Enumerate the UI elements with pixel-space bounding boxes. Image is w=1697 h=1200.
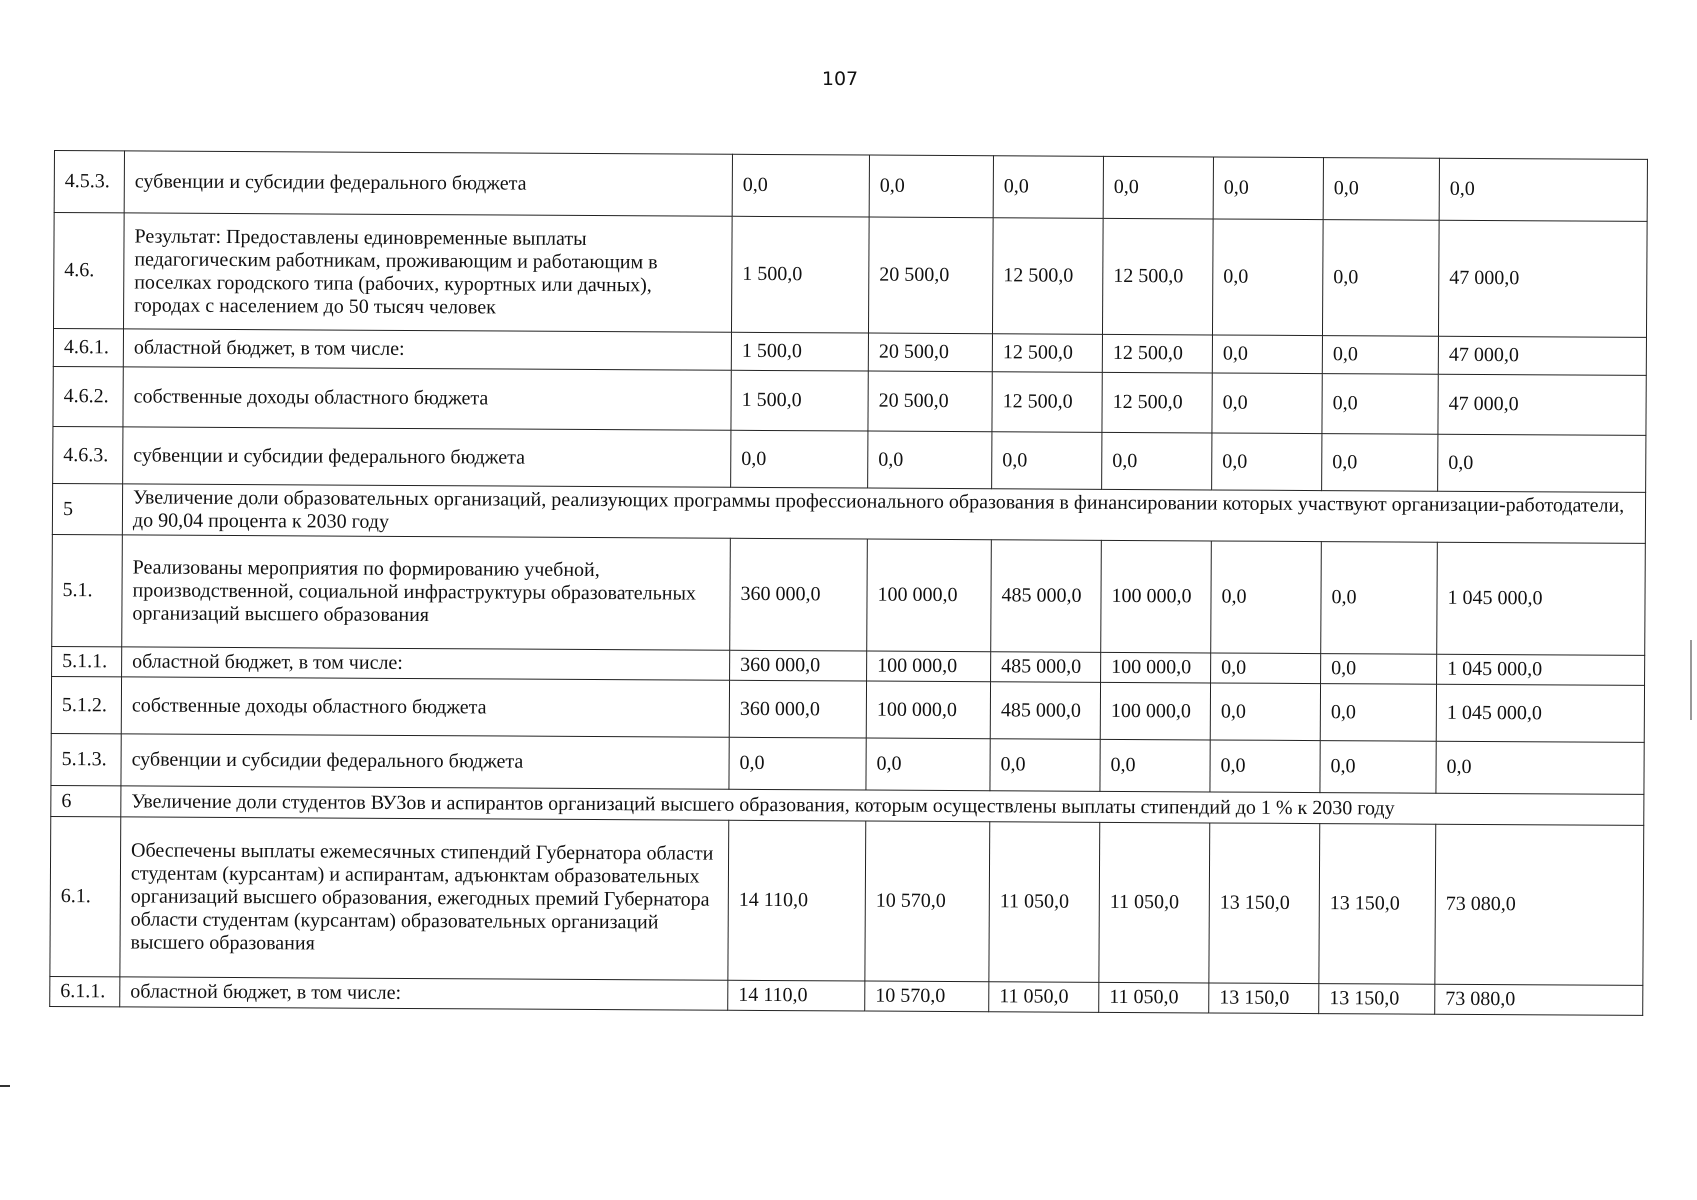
- amount-cell: 14 110,0: [728, 980, 865, 1011]
- amount-cell: 0,0: [1320, 741, 1436, 794]
- amount-cell: 360 000,0: [730, 650, 867, 681]
- table-row: [53, 366, 1646, 435]
- amount-cell: 11 050,0: [989, 982, 1099, 1013]
- amount-cell: 0,0: [1321, 542, 1438, 655]
- amount-cell: 1 045 000,0: [1437, 654, 1645, 685]
- amount-cell: 12 500,0: [992, 334, 1102, 373]
- row-description: областной бюджет, в том числе:: [123, 329, 731, 370]
- amount-cell: 11 050,0: [1099, 982, 1209, 1013]
- row-code: 4.6.3.: [53, 426, 123, 483]
- goal-row: [52, 483, 1645, 543]
- amount-cell: 100 000,0: [867, 651, 991, 682]
- amount-cell: 100 000,0: [1100, 682, 1210, 740]
- amount-cell: 10 570,0: [865, 821, 990, 982]
- row-code: 4.6.2.: [53, 366, 123, 426]
- amount-cell: 1 500,0: [731, 332, 868, 371]
- amount-cell: 100 000,0: [1101, 652, 1211, 683]
- row-description: областной бюджет, в том числе:: [122, 647, 730, 680]
- amount-cell: 0,0: [731, 430, 868, 488]
- amount-cell: 1 045 000,0: [1436, 684, 1644, 742]
- amount-cell: 14 110,0: [728, 820, 866, 981]
- amount-cell: 0,0: [1212, 433, 1322, 491]
- amount-cell: 12 500,0: [992, 218, 1103, 335]
- table-row: [54, 151, 1647, 222]
- row-code: 5: [52, 483, 122, 534]
- amount-cell: 0,0: [1212, 219, 1323, 336]
- row-code: 4.6.1.: [53, 329, 123, 367]
- amount-cell: 0,0: [1210, 683, 1320, 741]
- row-code: 5.1.3.: [51, 733, 121, 785]
- table-row: [50, 816, 1644, 985]
- amount-cell: 20 500,0: [868, 371, 992, 432]
- budget-table: [49, 150, 1648, 1016]
- amount-cell: 0,0: [992, 432, 1102, 490]
- amount-cell: 485 000,0: [991, 540, 1102, 653]
- table-row: [54, 213, 1648, 338]
- page-number: 107: [821, 68, 859, 90]
- amount-cell: 0,0: [1322, 220, 1439, 337]
- amount-cell: 13 150,0: [1319, 984, 1435, 1015]
- goal-description: Увеличение доли образовательных организаций, реализующих программы профессионального образования в финансировании которых участвуют организации-работодатели, до 90,04 процента к 2030 году: [122, 484, 1645, 544]
- amount-cell: 0,0: [1100, 739, 1210, 792]
- amount-cell: 485 000,0: [990, 682, 1100, 740]
- row-description: областной бюджет, в том числе:: [120, 977, 728, 1010]
- amount-cell: 12 500,0: [992, 372, 1102, 433]
- row-code: 6.1.: [50, 816, 121, 976]
- amount-cell: 0,0: [1322, 374, 1438, 435]
- amount-cell: 0,0: [1322, 434, 1438, 492]
- row-description: Реализованы мероприятия по формированию учебной, производственной, социальной инфраструктуры образовательных организаций высшего образования: [122, 535, 731, 650]
- amount-cell: 47 000,0: [1438, 336, 1646, 375]
- row-code: 6: [51, 785, 121, 816]
- amount-cell: 0,0: [1210, 740, 1320, 793]
- row-code: 6.1.1.: [50, 976, 120, 1006]
- amount-cell: 0,0: [1320, 684, 1436, 742]
- amount-cell: 0,0: [1436, 741, 1644, 794]
- amount-cell: 0,0: [1321, 654, 1437, 685]
- row-description: субвенции и субсидии федерального бюджета: [124, 151, 732, 216]
- amount-cell: 100 000,0: [867, 539, 992, 652]
- amount-cell: 1 045 000,0: [1437, 542, 1646, 655]
- row-code: 4.6.: [54, 213, 125, 329]
- amount-cell: 73 080,0: [1435, 984, 1643, 1015]
- row-description: субвенции и субсидии федерального бюджета: [123, 427, 731, 487]
- table-row: [51, 676, 1644, 742]
- row-code: 4.5.3.: [54, 151, 124, 213]
- amount-cell: 0,0: [990, 739, 1100, 792]
- amount-cell: 0,0: [1213, 157, 1323, 220]
- amount-cell: 11 050,0: [989, 822, 1100, 983]
- row-code: 5.1.1.: [52, 646, 122, 676]
- amount-cell: 0,0: [866, 738, 990, 791]
- amount-cell: 1 500,0: [731, 370, 868, 431]
- amount-cell: 20 500,0: [868, 333, 992, 372]
- amount-cell: 0,0: [729, 737, 866, 790]
- amount-cell: 13 150,0: [1209, 983, 1319, 1014]
- scan-artifact: [0, 1085, 10, 1087]
- amount-cell: 0,0: [1212, 373, 1322, 434]
- row-description: Результат: Предоставлены единовременные выплаты педагогическим работникам, проживающим и работающим в поселках городского типа (рабочих, курортных или дачных), городах с населением до 50 тысяч человек: [124, 213, 733, 332]
- row-description: субвенции и субсидии федерального бюджета: [121, 734, 729, 789]
- table-row: [53, 426, 1646, 492]
- amount-cell: 0,0: [1102, 432, 1212, 490]
- amount-cell: 0,0: [1211, 541, 1322, 654]
- amount-cell: 12 500,0: [1102, 372, 1212, 433]
- amount-cell: 12 500,0: [1102, 218, 1213, 335]
- amount-cell: 10 570,0: [865, 981, 989, 1012]
- amount-cell: 12 500,0: [1102, 334, 1212, 373]
- amount-cell: 0,0: [1212, 335, 1322, 374]
- amount-cell: 47 000,0: [1438, 374, 1646, 435]
- amount-cell: 0,0: [1322, 336, 1438, 375]
- amount-cell: 13 150,0: [1319, 824, 1436, 985]
- scan-artifact: [1690, 640, 1692, 720]
- amount-cell: 20 500,0: [868, 217, 993, 334]
- row-description: собственные доходы областного бюджета: [123, 367, 731, 430]
- amount-cell: 73 080,0: [1435, 824, 1644, 985]
- amount-cell: 0,0: [1439, 158, 1647, 221]
- amount-cell: 0,0: [732, 154, 869, 217]
- amount-cell: 485 000,0: [991, 652, 1101, 683]
- amount-cell: 100 000,0: [866, 681, 990, 739]
- amount-cell: 11 050,0: [1099, 822, 1210, 983]
- amount-cell: 360 000,0: [730, 538, 868, 651]
- row-code: 5.1.: [52, 534, 123, 646]
- amount-cell: 0,0: [1211, 653, 1321, 684]
- table-row: [52, 534, 1646, 655]
- amount-cell: 0,0: [869, 155, 993, 218]
- amount-cell: 0,0: [1103, 156, 1213, 219]
- row-code: 5.1.2.: [51, 676, 121, 733]
- amount-cell: 0,0: [868, 431, 992, 489]
- amount-cell: 13 150,0: [1209, 823, 1320, 984]
- goal-description: Увеличение доли студентов ВУЗов и аспирантов организаций высшего образования, которым осуществлены выплаты стипендий до 1 % к 2030 году: [121, 786, 1644, 826]
- table-row: [51, 733, 1644, 794]
- amount-cell: 360 000,0: [729, 680, 866, 738]
- row-description: собственные доходы областного бюджета: [121, 677, 729, 737]
- row-description: Обеспечены выплаты ежемесячных стипендий Губернатора области студентам (курсантам) и аспирантам, адъюнктам образовательных организаций высшего образования, ежегодных премий Губернатора области студентам (курсантам) образовательных организаций высшего образования: [120, 817, 729, 980]
- amount-cell: 0,0: [993, 156, 1103, 219]
- amount-cell: 47 000,0: [1438, 220, 1647, 337]
- amount-cell: 1 500,0: [731, 216, 869, 333]
- amount-cell: 0,0: [1323, 158, 1439, 221]
- amount-cell: 100 000,0: [1101, 540, 1212, 653]
- amount-cell: 0,0: [1438, 434, 1646, 492]
